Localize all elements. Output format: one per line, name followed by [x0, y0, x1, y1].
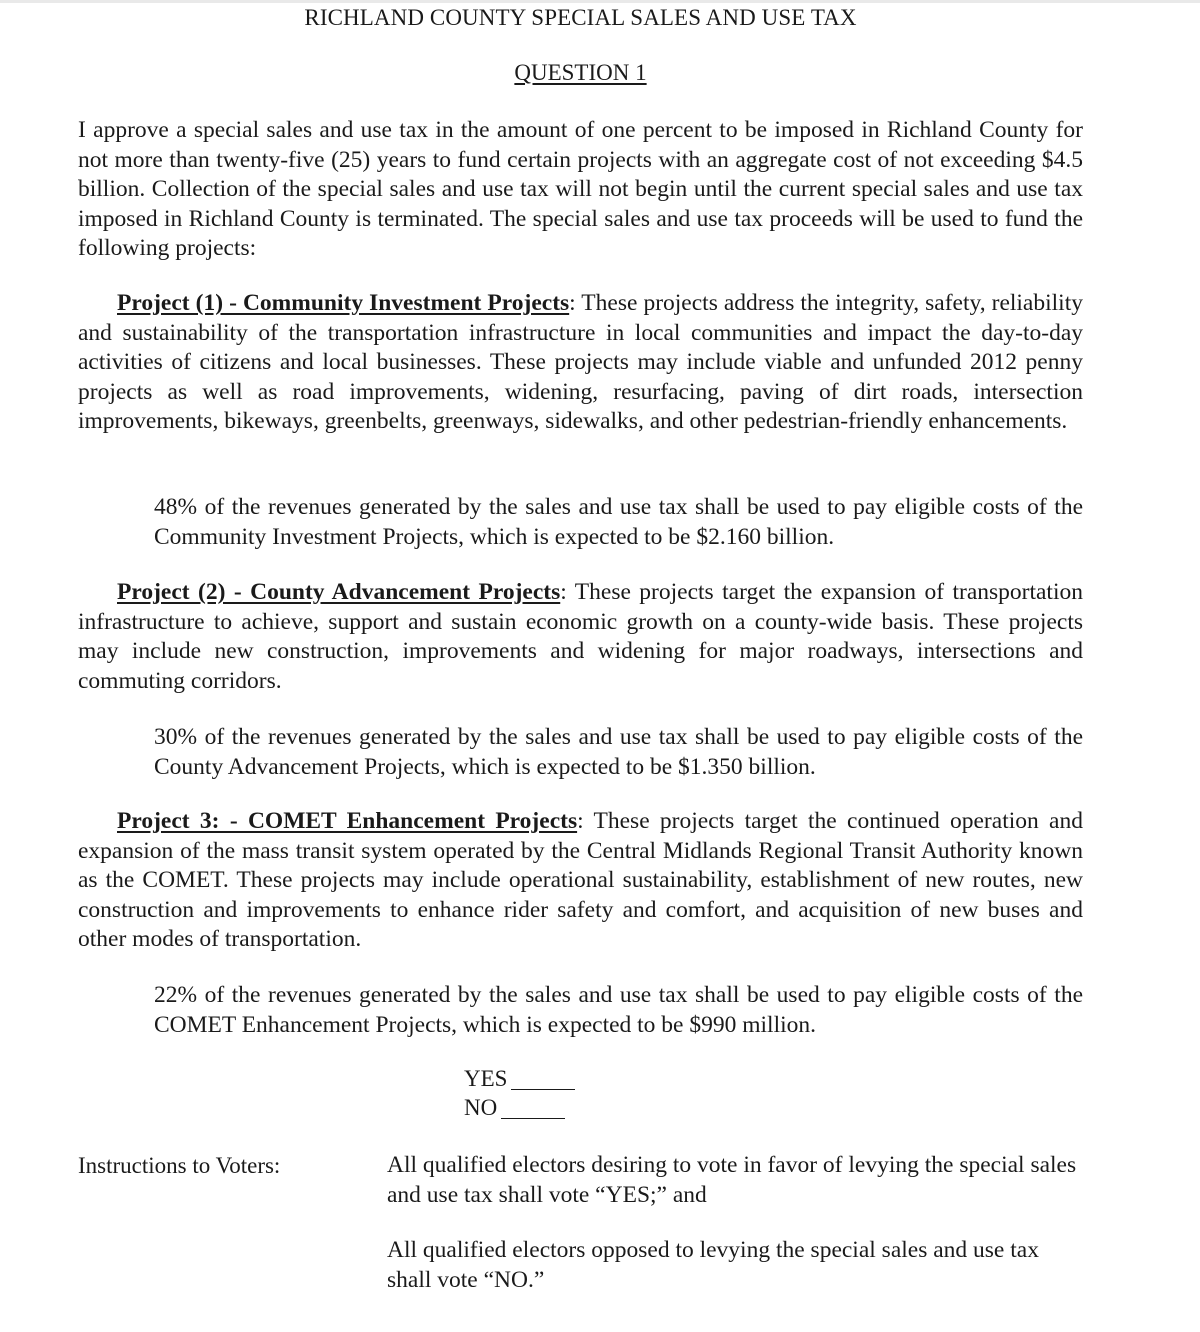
vote-no-line	[464, 1095, 565, 1121]
vote-no-label: NO	[464, 1095, 498, 1120]
project-2-allocation: 30% of the revenues generated by the sales and use tax shall be used to pay eligible costs of the County Advancement Projects, which is expected to be $1.350 billion.	[154, 724, 1083, 780]
project-2-heading: Project (2) - County Advancement Projects	[117, 579, 561, 605]
vote-yes-line	[464, 1066, 575, 1092]
project-1-body: : These projects address the integrity, safety, reliability and sustainability of the transportation infrastructure in local communities and impact the day-to-day activities of citizens and local businesses. These projects may include viable and unfunded 2012 penny projects as well as road improvements, widening, resurfacing, paving of dirt roads, intersection improvements, bikeways, greenbelts, greenways, sidewalks, and other pedestrian-friendly enhancements.	[78, 290, 1083, 435]
intro-paragraph: I approve a special sales and use tax in the amount of one percent to be imposed in Richland County for not more than twenty-five (25) years to fund certain projects with an aggregate cost of not exceeding $4.5 billion. Collection of the special sales and use tax will not begin until the current special sales and use tax imposed in Richland County is terminated. The special sales and use tax proceeds will be used to fund the following projects:	[78, 117, 1083, 262]
instructions-label: Instructions to Voters:	[78, 1153, 281, 1178]
project-3-body: : These projects target the continued operation and expansion of the mass transit system operated by the Central Midlands Regional Transit Authority known as the COMET. These projects may include operational sustainability, establishment of new routes, new construction and improvements to enhance rider safety and comfort, and acquisition of new buses and other modes of transportation.	[78, 808, 1083, 953]
project-3-paragraph	[78, 807, 1083, 955]
project-2-paragraph	[78, 578, 1083, 696]
project-1-heading: Project (1) - Community Investment Projects	[117, 290, 570, 316]
project-3-heading: Project 3: - COMET Enhancement Projects	[117, 808, 578, 834]
vote-yes-label: YES	[464, 1066, 508, 1091]
project-1-allocation: 48% of the revenues generated by the sales and use tax shall be used to pay eligible costs of the Community Investment Projects, which is expected to be $2.160 billion.	[154, 494, 1083, 550]
instructions-yes-text: All qualified electors desiring to vote in favor of levying the special sales and use tax shall vote “YES;” and	[387, 1152, 1077, 1208]
question-label: QUESTION 1	[514, 60, 647, 85]
vote-yes-blank[interactable]	[511, 1089, 575, 1090]
page-top-edge	[0, 0, 1200, 3]
project-3-allocation: 22% of the revenues generated by the sales and use tax shall be used to pay eligible costs of the COMET Enhancement Projects, which is expected to be $990 million.	[154, 982, 1083, 1038]
question-heading	[78, 60, 1083, 86]
project-2-body: : These projects target the expansion of transportation infrastructure to achieve, support and sustain economic growth on a county-wide basis. These projects may include new construction, improvements and widening for major roadways, intersections and commuting corridors.	[78, 579, 1083, 694]
project-1-paragraph	[78, 289, 1083, 437]
document-title: RICHLAND COUNTY SPECIAL SALES AND USE TAX	[304, 5, 857, 30]
vote-no-blank[interactable]	[501, 1118, 565, 1119]
instructions-no-text: All qualified electors opposed to levying the special sales and use tax shall vote “NO.”	[387, 1237, 1039, 1293]
